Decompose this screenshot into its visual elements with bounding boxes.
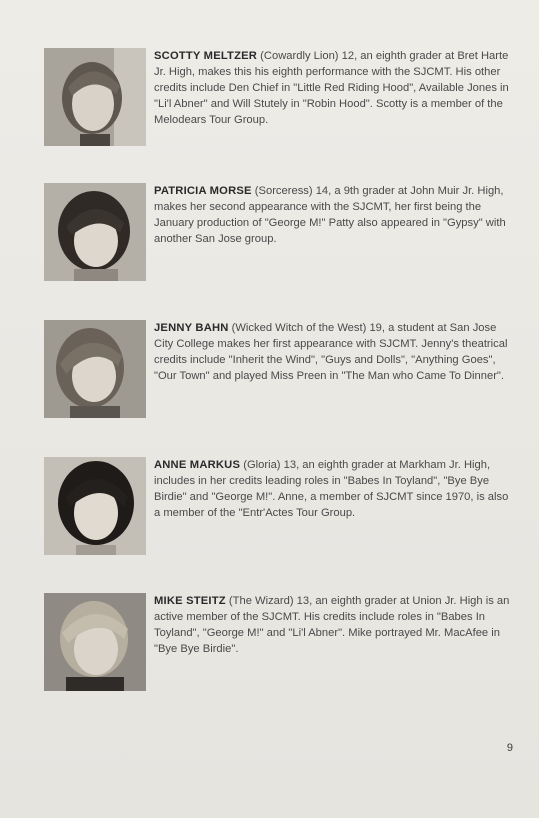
bio-text	[154, 183, 510, 247]
performer-name: MIKE STEITZ	[154, 595, 226, 607]
portrait-image	[44, 183, 146, 281]
portrait-photo	[44, 320, 146, 418]
performer-name: ANNE MARKUS	[154, 459, 241, 471]
portrait-photo	[44, 457, 146, 555]
bio-text	[154, 593, 510, 657]
portrait-photo	[44, 593, 146, 691]
bio-description: (Sorceress) 14, a 9th grader at John Muir Jr. High, makes her second appearance with the SJCMT, her first being the January production of "George M!" Patty also appeared in "Gypsy" with another San Jose group.	[154, 185, 506, 245]
bio-description: (The Wizard) 13, an eighth grader at Union Jr. High is an active member of the SJCMT. His credits include roles in "Babes In Toyland", "George M!" and "Li'l Abner". Mike portrayed Mr. MacAfee in "Bye Bye Birdie".	[154, 595, 510, 655]
bio-entry	[44, 320, 514, 418]
bio-entry	[44, 183, 514, 281]
bio-entry	[44, 457, 514, 555]
bio-text	[154, 320, 510, 384]
bio-description: (Cowardly Lion) 12, an eighth grader at Bret Harte Jr. High, makes this his eighth performance with the SJCMT. His other credits include Den Chief in "Little Red Riding Hood", Available Jones in "Li'l Abner" and Will Stutely in "Robin Hood". Scotty is a member of the Melodears Tour Group.	[154, 50, 509, 126]
portrait-photo	[44, 183, 146, 281]
bio-description: (Wicked Witch of the West) 19, a student at San Jose City College makes her first appearance with SJCMT. Jenny's theatrical credits include "Inherit the Wind", "Guys and Dolls", "Anything Goes", "Our Town" and played Miss Preen in "The Man who Came To Dinner".	[154, 322, 508, 382]
bio-description: (Gloria) 13, an eighth grader at Markham Jr. High, includes in her credits leading roles in "Babes In Toyland", "Bye Bye Birdie" and "George M!". Anne, a member of SJCMT since 1970, is also a member of the "Entr'Actes Tour Group.	[154, 459, 509, 519]
bio-entry	[44, 593, 514, 691]
performer-name: JENNY BAHN	[154, 322, 229, 334]
bio-text	[154, 457, 510, 521]
performer-name: SCOTTY MELTZER	[154, 50, 258, 62]
portrait-image	[44, 593, 146, 691]
portrait-image	[44, 457, 146, 555]
page-number: 9	[506, 742, 513, 754]
bio-text	[154, 48, 510, 128]
portrait-image	[44, 320, 146, 418]
portrait-image	[44, 48, 146, 146]
bio-entry	[44, 48, 514, 146]
performer-name: PATRICIA MORSE	[154, 185, 252, 197]
portrait-photo	[44, 48, 146, 146]
